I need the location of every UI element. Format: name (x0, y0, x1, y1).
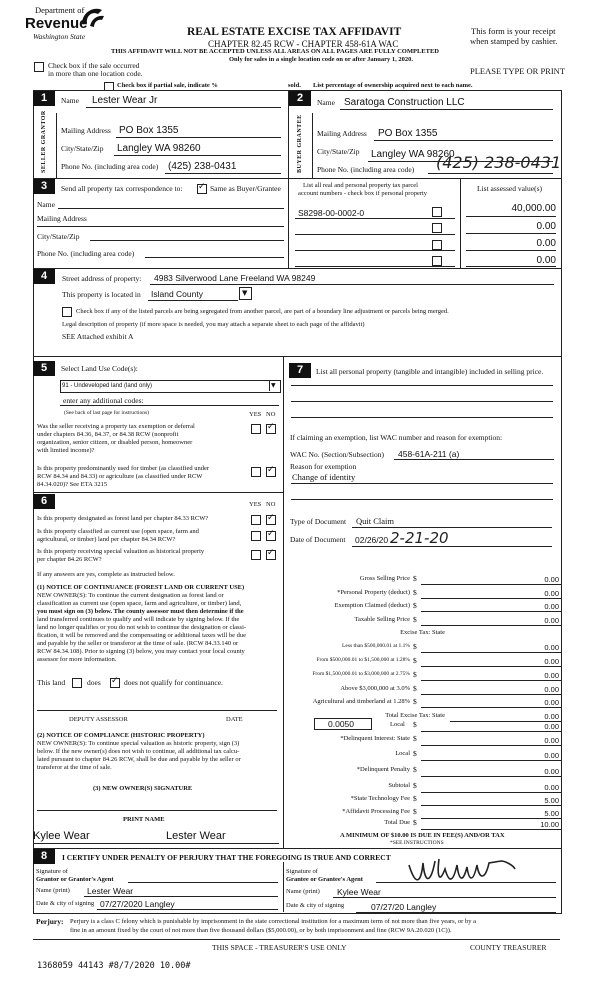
fin-label: Local (395, 750, 410, 757)
fin-label: Gross Selling Price (359, 575, 410, 582)
exemption-no-checkbox[interactable] (266, 424, 276, 434)
ag-timber-tax[interactable]: 0.00 (544, 698, 559, 707)
no-header: NO (266, 501, 276, 508)
fin-label: Less than $500,000.01 at 1.1% (342, 643, 410, 649)
exemption-yes-checkbox[interactable] (251, 424, 261, 434)
doc-date-handwritten: 2-21-20 (390, 529, 449, 547)
historic-yes-checkbox[interactable] (251, 550, 261, 560)
buyer-name-label: Name (317, 98, 335, 107)
dollar-sign: $ (413, 684, 417, 693)
sold-label: sold. (288, 82, 301, 89)
dollar-sign: $ (413, 720, 417, 729)
recording-stamp: 1368059 44143 #8/7/2020 10.00# (37, 961, 191, 971)
deputy-signature-line[interactable] (37, 710, 277, 711)
seller-mail-label: Mailing Address (61, 126, 111, 135)
sales-note: Only for sales in a single location code on or after January 1, 2020. (229, 56, 413, 63)
notice-continuance-title: (1) NOTICE OF CONTINUANCE (FOREST LAND OR CURRENT USE) (37, 584, 245, 591)
assessed-value[interactable]: 0.00 (536, 238, 556, 249)
mail-name-field[interactable] (58, 208, 284, 209)
section-4-number: 4 (33, 269, 55, 284)
fin-label: *Delinquent Interest: State (340, 735, 410, 742)
reason-label: Reason for exemption (290, 462, 357, 471)
fin-label: Local (390, 721, 405, 728)
forest-yes-checkbox[interactable] (251, 515, 261, 525)
dept-label: Department of (35, 5, 85, 15)
print-name-2[interactable]: Lester Wear (166, 830, 226, 842)
grantee-name-label: Name (print) (286, 888, 320, 895)
personal-property-checkbox[interactable] (432, 207, 442, 217)
wac-label: WAC No. (Section/Subsection) (290, 450, 384, 459)
dollar-sign: $ (413, 818, 417, 827)
timber-no-checkbox[interactable] (266, 467, 276, 477)
gross-selling-price[interactable]: 0.00 (544, 575, 559, 584)
fin-label: From $1,500,000.01 to $3,000,000 at 2.75% (312, 671, 410, 677)
seller-city-field[interactable]: Langley WA 98260 (117, 143, 201, 154)
revenue-label: Revenue (25, 15, 88, 32)
fin-label: *Affidavit Processing Fee (342, 808, 410, 815)
mail-address-field[interactable] (37, 226, 284, 227)
grantee-date-label: Date & city of signing (286, 902, 345, 909)
fin-label: Subtotal (388, 782, 410, 789)
any-yes-note: If any answers are yes, complete as instructed below. (37, 571, 175, 578)
grantee-signature-icon[interactable] (405, 855, 525, 889)
mail-name-label: Name (37, 200, 55, 209)
county-dropdown[interactable] (239, 287, 252, 300)
same-as-buyer-label: Same as Buyer/Grantee (210, 184, 281, 193)
grantee-date-field[interactable]: 07/27/20 Langley (371, 902, 437, 912)
new-owner-signature-line[interactable] (37, 810, 277, 811)
section-2-number: 2 (289, 91, 311, 106)
see-back-label: (See back of last page for instructions) (64, 410, 149, 416)
dollar-sign: $ (413, 670, 417, 679)
treasurer-use-label: THIS SPACE - TREASURER'S USE ONLY (212, 943, 347, 952)
section-1-number: 1 (33, 91, 55, 106)
fin-label: Total Due (384, 819, 410, 826)
mail-city-field[interactable] (90, 240, 284, 241)
certify-statement: I CERTIFY UNDER PENALTY OF PERJURY THAT THE FOREGOING IS TRUE AND CORRECT (62, 853, 391, 862)
grantor-sig-label2: Grantor or Grantor's Agent (36, 876, 114, 883)
section-8-number: 8 (33, 849, 55, 864)
deputy-date-label: DATE (226, 716, 243, 723)
local-rate-field[interactable]: 0.0050 (314, 718, 372, 730)
fin-label: From $500,000.01 to $1,500,000 at 1.28% (316, 657, 410, 663)
street-label: Street address of property: (62, 274, 142, 283)
forest-no-checkbox[interactable] (266, 515, 276, 525)
historic-question: Is this property receiving special valuation as historical property (37, 548, 205, 555)
current-use-question: Is this property classified as current use (open space, farm and (37, 528, 199, 535)
deputy-assessor-label: DEPUTY ASSESSOR (69, 716, 128, 723)
new-owner-signature-title: (3) NEW OWNER(S) SIGNATURE (93, 785, 193, 792)
section-7-number: 7 (289, 363, 311, 378)
grantor-date-label: Date & city of signing (36, 900, 95, 907)
personal-property-deduct[interactable]: 0.00 (544, 589, 559, 598)
no-header: NO (266, 411, 276, 418)
dollar-sign: $ (413, 588, 417, 597)
doc-date-label: Date of Document (290, 535, 346, 544)
buyer-name-field[interactable]: Saratoga Construction LLC (344, 97, 465, 108)
doc-date-field[interactable]: 02/26/20 (355, 535, 389, 545)
dollar-sign: $ (413, 656, 417, 665)
section-3-number: 3 (33, 179, 55, 194)
segregated-checkbox[interactable] (62, 307, 72, 317)
seller-phone-field[interactable]: (425) 238-0431 (168, 161, 237, 172)
segregated-label: Check box if any of the listed parcels are being segregated from another parcel, are part of a boundary line adjustment or parcels being merged. (76, 308, 449, 315)
technology-fee[interactable]: 5.00 (544, 796, 559, 805)
receipt-line1: This form is your receipt (471, 26, 556, 36)
buyer-mail-label: Mailing Address (317, 129, 367, 138)
land-use-label: Select Land Use Code(s): (61, 364, 138, 373)
send-correspondence-label: Send all property tax correspondence to: (61, 184, 183, 193)
chevron-down-icon: ▼ (271, 382, 276, 389)
grantor-name-field[interactable]: Lester Wear (87, 886, 134, 896)
this-land-label: This land (37, 678, 66, 687)
buyer-city-field[interactable]: Langley WA 98260 (371, 149, 455, 160)
processing-fee[interactable]: 5.00 (544, 809, 559, 818)
personal-property-label: List all personal property (tangible and intangible) included in selling price. (316, 367, 544, 376)
local-tax[interactable]: 0.00 (544, 722, 559, 731)
land-use-select[interactable]: 91 - Undeveloped land (land only) ▼ (60, 380, 281, 393)
section-6-number: 6 (33, 494, 55, 509)
assessed-header: List assessed value(s) (477, 184, 542, 193)
state-label: Washington State (33, 32, 86, 41)
personal-property-checkbox[interactable] (432, 223, 442, 233)
seller-name-field[interactable]: Lester Wear Jr (92, 95, 158, 106)
assessed-value[interactable]: 0.00 (536, 221, 556, 232)
dollar-sign: $ (413, 794, 417, 803)
grantee-sig-label2: Grantee or Grantee's Agent (286, 876, 363, 883)
grantee-sig-label1: Signature of (286, 868, 318, 875)
notice-compliance-title: (2) NOTICE OF COMPLIANCE (HISTORIC PROPERTY) (37, 732, 205, 739)
additional-codes-label: enter any additional codes: (63, 396, 144, 405)
seller-city-label: City/State/Zip (61, 144, 104, 153)
multi-location-checkbox[interactable] (34, 62, 44, 72)
dollar-sign: $ (413, 615, 417, 624)
dollar-sign: $ (413, 642, 417, 651)
mail-phone-label: Phone No. (including area code) (37, 249, 135, 258)
legal-label: Legal description of property (if more space is needed, you may attach a separate sheet to each page of the affidavit) (62, 321, 365, 328)
parcel-header2: account numbers - check box if personal property (298, 190, 428, 197)
grantor-signature-line[interactable] (128, 882, 278, 883)
doc-type-label: Type of Document (290, 517, 347, 526)
grantor-sig-label1: Signature of (36, 868, 68, 875)
timber-question: Is this property predominantly used for timber (as classified under (37, 465, 210, 472)
mail-address-label: Mailing Address (37, 214, 87, 223)
street-field[interactable]: 4983 Silverwood Lane Freeland WA 98249 (154, 273, 316, 283)
perjury-text-1: Perjury is a class C felony which is punishable by imprisonment in the state correctional institution for a maximum term of not more than five years, or by a (70, 918, 476, 925)
tax-tier-2[interactable]: 0.00 (544, 657, 559, 666)
same-as-buyer-checkbox[interactable] (197, 184, 207, 194)
grantor-name-label: Name (print) (36, 887, 70, 894)
does-qualify-checkbox[interactable] (72, 678, 82, 688)
county-label: This property is located in (62, 290, 141, 299)
county-treasurer-label: COUNTY TREASURER (470, 943, 547, 952)
county-field[interactable]: Island County (151, 289, 203, 299)
fin-label: *State Technology Fee (350, 795, 410, 802)
fin-label: Total Excise Tax: State (385, 712, 445, 719)
mail-phone-field[interactable] (145, 257, 284, 258)
buyer-side-label: BUYER GRANTEE (297, 114, 303, 173)
fin-label: *Personal Property (deduct) (337, 589, 410, 596)
buyer-phone-label: Phone No. (including area code) (317, 165, 415, 174)
minimum-due-note: A MINIMUM OF $10.00 IS DUE IN FEE(S) AND/OR TAX (340, 832, 505, 839)
dollar-sign: $ (413, 601, 417, 610)
pct-list-label: List percentage of ownership acquired next to each name. (313, 82, 473, 89)
partial-sale-label: Check box if partial sale, indicate % (117, 82, 218, 89)
dollar-sign: $ (413, 781, 417, 790)
does-label: does (87, 678, 101, 687)
tax-tier-3[interactable]: 0.00 (544, 671, 559, 680)
grantor-date-field[interactable]: 07/27/2020 Langley (100, 899, 175, 909)
multi-location-label2: in more than one location code. (48, 69, 143, 78)
buyer-phone-handwritten[interactable]: (425) 238-0431 (436, 153, 562, 172)
personal-property-line[interactable] (291, 385, 553, 386)
multi-location-label1: Check box if the sale occurred (48, 61, 140, 70)
perjury-text-2: fine in an amount fixed by the court of not more than five thousand dollars ($5,000.00), or by both imprisonment and fine (RCW 9A.20.020 (1C)). (70, 927, 452, 934)
seller-name-label: Name (61, 96, 79, 105)
seller-side-label: SELLER GRANTOR (41, 110, 47, 173)
assessed-value[interactable]: 0.00 (536, 255, 556, 266)
additional-codes-field[interactable] (60, 405, 279, 406)
receipt-line2: when stamped by cashier. (470, 36, 558, 46)
does-not-label: does not qualify for continuance. (124, 678, 223, 687)
type-or-print: PLEASE TYPE OR PRINT (470, 66, 566, 76)
legal-value[interactable]: SEE Attached exhibit A (62, 332, 134, 341)
subtotal[interactable]: 0.00 (544, 783, 559, 792)
dollar-sign: $ (413, 807, 417, 816)
delinquent-interest-local[interactable]: 0.00 (544, 751, 559, 760)
personal-property-checkbox[interactable] (432, 256, 442, 266)
print-name-label: PRINT NAME (123, 816, 165, 823)
total-due[interactable]: 10.00 (540, 820, 559, 829)
taxable-selling-price[interactable]: 0.00 (544, 616, 559, 625)
seller-mail-field[interactable]: PO Box 1355 (119, 125, 179, 136)
total-state-tax[interactable]: 0.00 (544, 712, 559, 721)
buyer-city-label: City/State/Zip (317, 147, 360, 156)
historic-no-checkbox[interactable] (266, 550, 276, 560)
exemption-claimed[interactable]: 0.00 (544, 602, 559, 611)
tax-tier-4[interactable]: 0.00 (544, 685, 559, 694)
personal-property-checkbox[interactable] (432, 240, 442, 250)
seller-phone-label: Phone No. (including area code) (61, 162, 159, 171)
buyer-mail-field[interactable]: PO Box 1355 (378, 128, 438, 139)
perjury-label: Perjury: (36, 917, 64, 926)
parcel-number[interactable]: S8298-00-0002-0 (298, 208, 365, 218)
see-instructions-note: *SEE INSTRUCTIONS (390, 840, 444, 846)
timber-yes-checkbox[interactable] (251, 467, 261, 477)
dollar-sign: $ (413, 697, 417, 706)
does-not-qualify-checkbox[interactable] (110, 678, 120, 688)
dollar-sign: $ (413, 734, 417, 743)
chevron-down-icon: ▼ (242, 289, 248, 297)
yes-header: YES (249, 411, 262, 418)
reason-field[interactable]: Change of identity (292, 472, 356, 482)
exemption-question: Was the seller receiving a property tax exemption or deferral (37, 423, 195, 430)
tax-tier-1[interactable]: 0.00 (544, 643, 559, 652)
delinquent-interest-state[interactable]: 0.00 (544, 736, 559, 745)
parcel-header1: List all real and personal property tax parcel (303, 182, 418, 189)
print-name-1[interactable]: Kylee Wear (33, 830, 90, 842)
form-warning: THIS AFFIDAVIT WILL NOT BE ACCEPTED UNLESS ALL AREAS ON ALL PAGES ARE FULLY COMPLETED (111, 48, 439, 55)
current-use-yes-checkbox[interactable] (251, 531, 261, 541)
assessed-value[interactable]: 40,000.00 (511, 203, 556, 214)
fin-label: Exemption Claimed (deduct) (334, 602, 410, 609)
doc-type-field[interactable]: Quit Claim (356, 516, 395, 526)
exemption-claim-label: If claiming an exemption, list WAC number and reason for exemption: (290, 433, 503, 442)
dollar-sign: $ (413, 749, 417, 758)
delinquent-penalty[interactable]: 0.00 (544, 767, 559, 776)
yes-header: YES (249, 501, 262, 508)
dollar-sign: $ (413, 574, 417, 583)
section-5-number: 5 (33, 361, 55, 376)
dollar-sign: $ (413, 765, 417, 774)
form-chapter: CHAPTER 82.45 RCW - CHAPTER 458-61A WAC (208, 39, 399, 49)
forest-question: Is this property designated as forest land per chapter 84.33 RCW? (37, 515, 209, 522)
form-title: REAL ESTATE EXCISE TAX AFFIDAVIT (187, 26, 402, 38)
fin-label: Above $3,000,000 at 3.0% (340, 685, 410, 692)
fin-label: *Delinquent Penalty (356, 766, 410, 773)
fin-label: Agricultural and timberland at 1.28% (312, 698, 410, 705)
fin-label: Excise Tax: State (400, 629, 445, 636)
wac-field[interactable]: 458-61A-211 (a) (398, 449, 460, 459)
mail-city-label: City/State/Zip (37, 232, 80, 241)
grantee-name-field[interactable]: Kylee Wear (337, 887, 381, 897)
current-use-no-checkbox[interactable] (266, 531, 276, 541)
fin-label: Taxable Selling Price (354, 616, 410, 623)
